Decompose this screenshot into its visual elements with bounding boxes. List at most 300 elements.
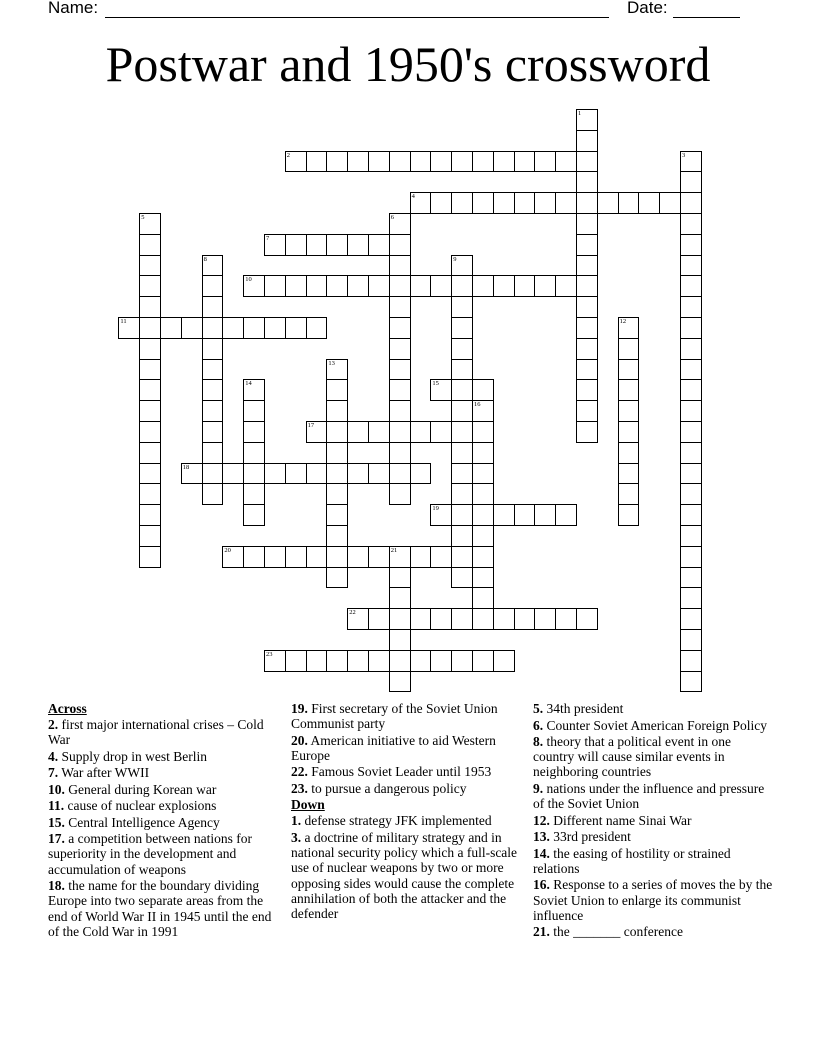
- crossword-cell[interactable]: [680, 171, 702, 193]
- clue-number: 1: [578, 110, 582, 117]
- clue-item: [48, 749, 284, 764]
- crossword-cell[interactable]: [326, 504, 348, 526]
- crossword-cell[interactable]: [493, 650, 515, 672]
- crossword-cell[interactable]: [514, 192, 536, 214]
- crossword-cell[interactable]: [202, 275, 224, 297]
- crossword-cell[interactable]: [410, 421, 432, 443]
- crossword-cell[interactable]: [555, 504, 577, 526]
- crossword-cell[interactable]: [576, 109, 598, 131]
- crossword-cell[interactable]: [430, 151, 452, 173]
- crossword-cell[interactable]: [430, 379, 452, 401]
- clue-item-text: theory that a political event in one country will cause similar events in neighboring countries: [533, 734, 731, 780]
- crossword-cell[interactable]: [680, 421, 702, 443]
- crossword-cell[interactable]: [576, 255, 598, 277]
- crossword-cell[interactable]: [451, 546, 473, 568]
- crossword-cell[interactable]: [680, 463, 702, 485]
- crossword-cell[interactable]: [389, 546, 411, 568]
- crossword-cell[interactable]: [638, 192, 660, 214]
- crossword-cell[interactable]: [326, 421, 348, 443]
- crossword-cell[interactable]: [430, 421, 452, 443]
- crossword-cell[interactable]: [202, 296, 224, 318]
- crossword-cell[interactable]: [389, 234, 411, 256]
- crossword-cell[interactable]: [389, 255, 411, 277]
- clue-number: 9: [453, 255, 457, 263]
- crossword-cell[interactable]: [534, 192, 556, 214]
- crossword-cell[interactable]: [139, 359, 161, 381]
- crossword-cell[interactable]: [680, 192, 702, 214]
- crossword-cell[interactable]: [576, 192, 598, 214]
- crossword-cell[interactable]: [326, 546, 348, 568]
- crossword-cell[interactable]: [680, 255, 702, 277]
- crossword-cell[interactable]: [534, 504, 556, 526]
- crossword-cell[interactable]: [618, 483, 640, 505]
- clue-item-text: American initiative to aid Western Europe: [291, 732, 496, 763]
- crossword-cell[interactable]: [430, 275, 452, 297]
- crossword-cell[interactable]: [243, 275, 265, 297]
- crossword-cell[interactable]: [389, 421, 411, 443]
- crossword-cell[interactable]: [576, 171, 598, 193]
- crossword-cell[interactable]: [410, 650, 432, 672]
- crossword-cell[interactable]: [514, 275, 536, 297]
- crossword-cell[interactable]: [306, 421, 328, 443]
- crossword-cell[interactable]: [222, 463, 244, 485]
- clue-item: [291, 764, 527, 779]
- crossword-cell[interactable]: [326, 275, 348, 297]
- crossword-cell[interactable]: [139, 296, 161, 318]
- crossword-cell[interactable]: [243, 546, 265, 568]
- crossword-cell[interactable]: [326, 567, 348, 589]
- crossword-cell[interactable]: [451, 650, 473, 672]
- crossword-cell[interactable]: [451, 359, 473, 381]
- crossword-cell[interactable]: [368, 608, 390, 630]
- clue-item: [48, 831, 284, 877]
- crossword-cell[interactable]: [618, 192, 640, 214]
- clue-number: 18: [182, 463, 190, 471]
- crossword-cell[interactable]: [368, 275, 390, 297]
- crossword-cell[interactable]: [264, 650, 286, 672]
- crossword-cell[interactable]: [451, 442, 473, 464]
- crossword-cell[interactable]: [430, 608, 452, 630]
- crossword-cell[interactable]: [389, 213, 411, 235]
- crossword-cell[interactable]: [243, 421, 265, 443]
- crossword-cell[interactable]: [555, 608, 577, 630]
- crossword-cell[interactable]: [680, 296, 702, 318]
- crossword-cell[interactable]: [555, 275, 577, 297]
- clue-item: [533, 701, 773, 716]
- clue-item-number: 7.: [48, 765, 59, 781]
- crossword-cell[interactable]: [326, 400, 348, 422]
- crossword-cell[interactable]: [306, 463, 328, 485]
- crossword-cell[interactable]: [618, 400, 640, 422]
- crossword-cell[interactable]: [680, 504, 702, 526]
- crossword-cell[interactable]: [368, 234, 390, 256]
- crossword-cell[interactable]: [139, 379, 161, 401]
- crossword-cell[interactable]: [472, 483, 494, 505]
- crossword-cell[interactable]: [680, 608, 702, 630]
- crossword-cell[interactable]: [680, 567, 702, 589]
- crossword-cell[interactable]: [493, 504, 515, 526]
- crossword-cell[interactable]: [202, 463, 224, 485]
- crossword-cell[interactable]: [680, 317, 702, 339]
- crossword-cell[interactable]: [202, 442, 224, 464]
- crossword-cell[interactable]: [285, 275, 307, 297]
- clue-item-number: 20.: [291, 732, 308, 748]
- crossword-cell[interactable]: [389, 151, 411, 173]
- crossword-cell[interactable]: [202, 359, 224, 381]
- clue-number: 23: [266, 650, 273, 658]
- crossword-cell[interactable]: [243, 400, 265, 422]
- crossword-cell[interactable]: [472, 379, 494, 401]
- crossword-cell[interactable]: [368, 463, 390, 485]
- crossword-cell[interactable]: [389, 587, 411, 609]
- crossword-cell[interactable]: [576, 379, 598, 401]
- crossword-cell[interactable]: [576, 130, 598, 152]
- crossword-cell[interactable]: [451, 255, 473, 277]
- crossword-cell[interactable]: [680, 379, 702, 401]
- crossword-cell[interactable]: [202, 421, 224, 443]
- crossword-cell[interactable]: [243, 463, 265, 485]
- crossword-cell[interactable]: [264, 463, 286, 485]
- crossword-cell[interactable]: [264, 317, 286, 339]
- crossword-cell[interactable]: [576, 400, 598, 422]
- crossword-cell[interactable]: [326, 650, 348, 672]
- crossword-cell[interactable]: [139, 213, 161, 235]
- crossword-cell[interactable]: [389, 359, 411, 381]
- clues-column-3: [533, 701, 773, 941]
- crossword-cell[interactable]: [514, 151, 536, 173]
- clue-item: [291, 830, 527, 921]
- crossword-cell[interactable]: [514, 608, 536, 630]
- crossword-cell[interactable]: [472, 421, 494, 443]
- crossword-cell[interactable]: [389, 400, 411, 422]
- crossword-cell[interactable]: [472, 192, 494, 214]
- crossword-cell[interactable]: [347, 234, 369, 256]
- crossword-cell[interactable]: [472, 650, 494, 672]
- clue-item: [291, 733, 527, 763]
- clue-item-number: 1.: [291, 813, 302, 829]
- crossword-cell[interactable]: [451, 504, 473, 526]
- crossword-cell[interactable]: [680, 338, 702, 360]
- crossword-cell[interactable]: [451, 151, 473, 173]
- crossword-cell[interactable]: [139, 504, 161, 526]
- crossword-cell[interactable]: [451, 525, 473, 547]
- crossword-cell[interactable]: [451, 567, 473, 589]
- crossword-cell[interactable]: [243, 317, 265, 339]
- crossword-cell[interactable]: [264, 546, 286, 568]
- crossword-cell[interactable]: [306, 275, 328, 297]
- clue-item-number: 22.: [291, 764, 308, 780]
- crossword-cell[interactable]: [576, 338, 598, 360]
- clue-item: [48, 717, 284, 747]
- crossword-cell[interactable]: [680, 587, 702, 609]
- crossword-cell[interactable]: [243, 442, 265, 464]
- crossword-cell[interactable]: [410, 608, 432, 630]
- crossword-cell[interactable]: [680, 151, 702, 173]
- crossword-cell[interactable]: [410, 151, 432, 173]
- crossword-cell[interactable]: [243, 379, 265, 401]
- crossword-cell[interactable]: [576, 359, 598, 381]
- crossword-cell[interactable]: [139, 483, 161, 505]
- clue-item-text: 33rd president: [549, 829, 631, 845]
- crossword-cell[interactable]: [576, 151, 598, 173]
- crossword-cell[interactable]: [389, 317, 411, 339]
- crossword-cell[interactable]: [680, 359, 702, 381]
- crossword-cell[interactable]: [389, 379, 411, 401]
- clue-item: [533, 813, 773, 828]
- crossword-cell[interactable]: [576, 421, 598, 443]
- crossword-cell[interactable]: [285, 650, 307, 672]
- crossword-cell[interactable]: [534, 275, 556, 297]
- crossword-cell[interactable]: [451, 463, 473, 485]
- crossword-cell[interactable]: [451, 608, 473, 630]
- crossword-cell[interactable]: [264, 275, 286, 297]
- crossword-cell[interactable]: [139, 234, 161, 256]
- down-clue-list-continued: [533, 701, 773, 939]
- crossword-cell[interactable]: [118, 317, 140, 339]
- crossword-cell[interactable]: [472, 151, 494, 173]
- crossword-cell[interactable]: [493, 608, 515, 630]
- crossword-cell[interactable]: [534, 608, 556, 630]
- crossword-cell[interactable]: [680, 275, 702, 297]
- crossword-cell[interactable]: [243, 504, 265, 526]
- crossword-cell[interactable]: [451, 317, 473, 339]
- crossword-cell[interactable]: [222, 546, 244, 568]
- crossword-cell[interactable]: [618, 442, 640, 464]
- crossword-cell[interactable]: [368, 650, 390, 672]
- clues-column-2: [291, 701, 527, 922]
- crossword-cell[interactable]: [389, 338, 411, 360]
- crossword-cell[interactable]: [618, 359, 640, 381]
- crossword-cell[interactable]: [576, 317, 598, 339]
- crossword-cell[interactable]: [347, 463, 369, 485]
- crossword-cell[interactable]: [451, 296, 473, 318]
- crossword-cell[interactable]: [472, 400, 494, 422]
- clue-number: 11: [120, 318, 127, 325]
- crossword-cell[interactable]: [326, 442, 348, 464]
- crossword-cell[interactable]: [430, 192, 452, 214]
- crossword-cell[interactable]: [451, 379, 473, 401]
- clue-item-number: 2.: [48, 717, 59, 732]
- crossword-cell[interactable]: [202, 255, 224, 277]
- crossword-cell[interactable]: [493, 192, 515, 214]
- crossword-cell[interactable]: [534, 151, 556, 173]
- crossword-cell[interactable]: [181, 463, 203, 485]
- crossword-cell[interactable]: [618, 463, 640, 485]
- crossword-cell[interactable]: [389, 463, 411, 485]
- crossword-cell[interactable]: [368, 546, 390, 568]
- crossword-cell[interactable]: [222, 317, 244, 339]
- crossword-cell[interactable]: [576, 275, 598, 297]
- crossword-cell[interactable]: [306, 234, 328, 256]
- crossword-cell[interactable]: [659, 192, 681, 214]
- crossword-cell[interactable]: [306, 151, 328, 173]
- crossword-cell[interactable]: [472, 442, 494, 464]
- crossword-cell[interactable]: [514, 504, 536, 526]
- crossword-cell[interactable]: [389, 650, 411, 672]
- crossword-cell[interactable]: [618, 504, 640, 526]
- crossword-cell[interactable]: [389, 567, 411, 589]
- crossword-cell[interactable]: [451, 483, 473, 505]
- crossword-cell[interactable]: [326, 359, 348, 381]
- clue-number: 16: [474, 401, 481, 409]
- crossword-cell[interactable]: [389, 629, 411, 651]
- crossword-cell[interactable]: [326, 379, 348, 401]
- clue-item: [533, 877, 773, 923]
- crossword-cell[interactable]: [389, 608, 411, 630]
- clue-number: 17: [307, 422, 315, 429]
- crossword-cell[interactable]: [139, 317, 161, 339]
- crossword-cell[interactable]: [618, 338, 640, 360]
- clue-item-number: 18.: [48, 878, 65, 894]
- crossword-cell[interactable]: [139, 400, 161, 422]
- crossword-cell[interactable]: [202, 400, 224, 422]
- crossword-cell[interactable]: [680, 546, 702, 568]
- crossword-cell[interactable]: [555, 151, 577, 173]
- crossword-cell[interactable]: [139, 463, 161, 485]
- crossword-cell[interactable]: [285, 317, 307, 339]
- clue-number: 13: [328, 359, 335, 367]
- crossword-cell[interactable]: [597, 192, 619, 214]
- clue-item: [533, 781, 773, 811]
- crossword-cell[interactable]: [576, 608, 598, 630]
- crossword-cell[interactable]: [285, 234, 307, 256]
- crossword-cell[interactable]: [618, 317, 640, 339]
- date-input-line[interactable]: [673, 17, 740, 18]
- clue-item-number: 10.: [48, 781, 65, 797]
- crossword-cell[interactable]: [555, 192, 577, 214]
- crossword-cell[interactable]: [472, 567, 494, 589]
- crossword-cell[interactable]: [139, 275, 161, 297]
- crossword-cell[interactable]: [160, 317, 182, 339]
- clue-item-number: 23.: [291, 780, 308, 796]
- clue-item: [533, 829, 773, 844]
- crossword-cell[interactable]: [472, 546, 494, 568]
- crossword-cell[interactable]: [472, 463, 494, 485]
- crossword-cell[interactable]: [680, 483, 702, 505]
- crossword-cell[interactable]: [472, 525, 494, 547]
- crossword-cell[interactable]: [139, 525, 161, 547]
- crossword-cell[interactable]: [680, 629, 702, 651]
- name-input-line[interactable]: [105, 17, 609, 18]
- crossword-cell[interactable]: [347, 608, 369, 630]
- crossword-cell[interactable]: [680, 234, 702, 256]
- clue-item-text: cause of nuclear explosions: [64, 798, 217, 814]
- crossword-cell[interactable]: [139, 421, 161, 443]
- crossword-cell[interactable]: [472, 587, 494, 609]
- clue-number: 4: [411, 193, 415, 201]
- crossword-cell[interactable]: [326, 463, 348, 485]
- clue-number: 5: [141, 214, 145, 221]
- crossword-cell[interactable]: [430, 650, 452, 672]
- crossword-cell[interactable]: [347, 151, 369, 173]
- crossword-cell[interactable]: [410, 192, 432, 214]
- crossword-cell[interactable]: [389, 483, 411, 505]
- crossword-cell[interactable]: [472, 504, 494, 526]
- crossword-cell[interactable]: [576, 296, 598, 318]
- crossword-cell[interactable]: [451, 338, 473, 360]
- down-heading: Down: [291, 797, 325, 813]
- crossword-cell[interactable]: [410, 275, 432, 297]
- crossword-cell[interactable]: [430, 504, 452, 526]
- crossword-cell[interactable]: [243, 483, 265, 505]
- crossword-cell[interactable]: [347, 546, 369, 568]
- crossword-cell[interactable]: [202, 483, 224, 505]
- crossword-cell[interactable]: [389, 296, 411, 318]
- crossword-cell[interactable]: [680, 671, 702, 693]
- crossword-cell[interactable]: [306, 650, 328, 672]
- crossword-cell[interactable]: [139, 338, 161, 360]
- crossword-cell[interactable]: [451, 421, 473, 443]
- crossword-cell[interactable]: [285, 546, 307, 568]
- crossword-cell[interactable]: [368, 151, 390, 173]
- down-clue-list: [291, 813, 527, 921]
- crossword-cell[interactable]: [493, 151, 515, 173]
- crossword-cell[interactable]: [576, 234, 598, 256]
- across-clue-list-continued: [291, 701, 527, 796]
- clue-item-number: 9.: [533, 780, 544, 796]
- crossword-cell[interactable]: [410, 546, 432, 568]
- crossword-cell[interactable]: [347, 421, 369, 443]
- crossword-cell[interactable]: [202, 338, 224, 360]
- crossword-cell[interactable]: [389, 671, 411, 693]
- crossword-cell[interactable]: [472, 608, 494, 630]
- crossword-cell[interactable]: [451, 400, 473, 422]
- crossword-cell[interactable]: [389, 275, 411, 297]
- crossword-cell[interactable]: [618, 421, 640, 443]
- crossword-cell[interactable]: [410, 463, 432, 485]
- crossword-cell[interactable]: [202, 379, 224, 401]
- crossword-cell[interactable]: [618, 379, 640, 401]
- crossword-cell[interactable]: [264, 234, 286, 256]
- clue-number: 8: [203, 255, 207, 263]
- crossword-cell[interactable]: [680, 442, 702, 464]
- crossword-cell[interactable]: [285, 151, 307, 173]
- crossword-cell[interactable]: [202, 317, 224, 339]
- name-label: Name:: [48, 0, 99, 17]
- crossword-cell[interactable]: [326, 151, 348, 173]
- crossword-cell[interactable]: [389, 442, 411, 464]
- crossword-cell[interactable]: [326, 234, 348, 256]
- crossword-cell[interactable]: [451, 275, 473, 297]
- crossword-cell[interactable]: [326, 525, 348, 547]
- crossword-cell[interactable]: [368, 421, 390, 443]
- crossword-cell[interactable]: [326, 483, 348, 505]
- crossword-cell[interactable]: [680, 400, 702, 422]
- crossword-cell[interactable]: [181, 317, 203, 339]
- crossword-cell[interactable]: [680, 213, 702, 235]
- crossword-cell[interactable]: [493, 275, 515, 297]
- crossword-cell[interactable]: [306, 317, 328, 339]
- date-label: Date:: [627, 0, 668, 17]
- crossword-cell[interactable]: [472, 275, 494, 297]
- crossword-cell[interactable]: [139, 255, 161, 277]
- crossword-cell[interactable]: [139, 442, 161, 464]
- crossword-cell[interactable]: [347, 275, 369, 297]
- crossword-cell[interactable]: [285, 463, 307, 485]
- crossword-cell[interactable]: [430, 546, 452, 568]
- clue-number: 3: [682, 151, 686, 159]
- clue-item-number: 4.: [48, 748, 59, 764]
- crossword-cell[interactable]: [306, 546, 328, 568]
- clue-item-text: the name for the boundary dividing Europe into two separate areas from the end of World War II in 1945 until the end of the Cold War in 1991: [48, 878, 272, 939]
- crossword-cell[interactable]: [451, 192, 473, 214]
- crossword-cell[interactable]: [680, 650, 702, 672]
- crossword-cell[interactable]: [347, 650, 369, 672]
- crossword-cell[interactable]: [576, 213, 598, 235]
- crossword-cell[interactable]: [139, 546, 161, 568]
- clue-number: 2: [286, 151, 291, 159]
- crossword-cell[interactable]: [680, 525, 702, 547]
